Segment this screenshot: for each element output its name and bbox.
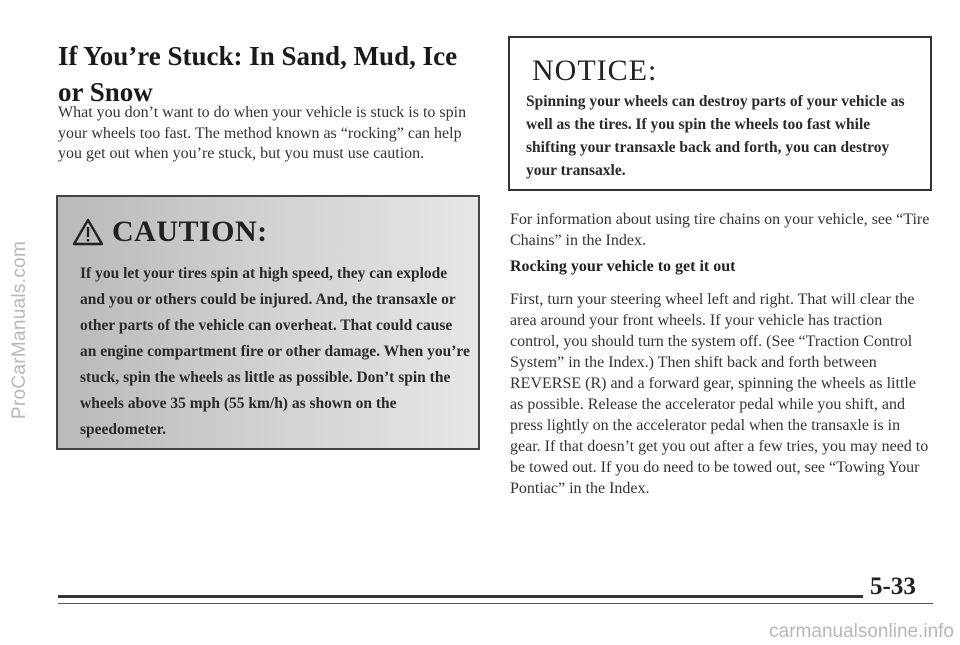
tire-chains-paragraph: For information about using tire chains on your vehicle, see “Tire Chains” in the Index. xyxy=(510,211,930,249)
caution-text: If you let your tires spin at high speed, they can explode and you or others could be injured. And, the transaxle or other parts of the vehicle can overheat. That could cause an engine compartment fire or other damage. When you’re stuck, spin the wheels as little as possible. Don’t spin the wheels above 35 mph (55 km/h) as shown on the speedometer. xyxy=(80,265,470,438)
rocking-paragraph: First, turn your steering wheel left and right. That will clear the area around your front wheels. If your vehicle has traction control, you should turn the system off. (See “Traction Control System” in the Index.) Then shift back and forth between REVERSE (R) and a forward gear, spinning the wheels as little as possible. Release the accelerator pedal while you shift, and press lightly on the accelerator pedal when the transaxle is in gear. If that doesn’t get you out after a few tries, you may need to be towed out. If you do need to be towed out, see “Towing Your Pontiac” in the Index. xyxy=(510,291,929,497)
notice-title: NOTICE: xyxy=(532,54,658,87)
bottom-watermark: carmanualsonline.info xyxy=(769,621,954,642)
caution-title: CAUTION: xyxy=(112,215,268,248)
notice-text: Spinning your wheels can destroy parts of your vehicle as well as the tires. If you spin the wheels too fast while shifting your transaxle back and forth, you can destroy your transaxle. xyxy=(526,93,905,179)
intro-paragraph: What you don’t want to do when your vehicle is stuck is to spin your wheels too fast. The method known as “rocking” can help you get out when you’re stuck, but you must use caution. xyxy=(58,104,467,162)
rocking-subheading: Rocking your vehicle to get it out xyxy=(510,258,736,275)
caution-header xyxy=(72,215,268,249)
side-watermark xyxy=(2,150,38,510)
page-number: 5-33 xyxy=(870,573,916,600)
notice-box xyxy=(508,36,932,191)
section-heading: If You’re Stuck: In Sand, Mud, Ice or Snow xyxy=(58,41,458,107)
footer-rule-thick xyxy=(58,595,863,598)
warning-triangle-icon xyxy=(72,218,104,246)
footer-rule-thin xyxy=(58,603,933,604)
caution-box xyxy=(56,195,480,450)
side-watermark-text: ProCarManuals.com xyxy=(9,240,30,420)
